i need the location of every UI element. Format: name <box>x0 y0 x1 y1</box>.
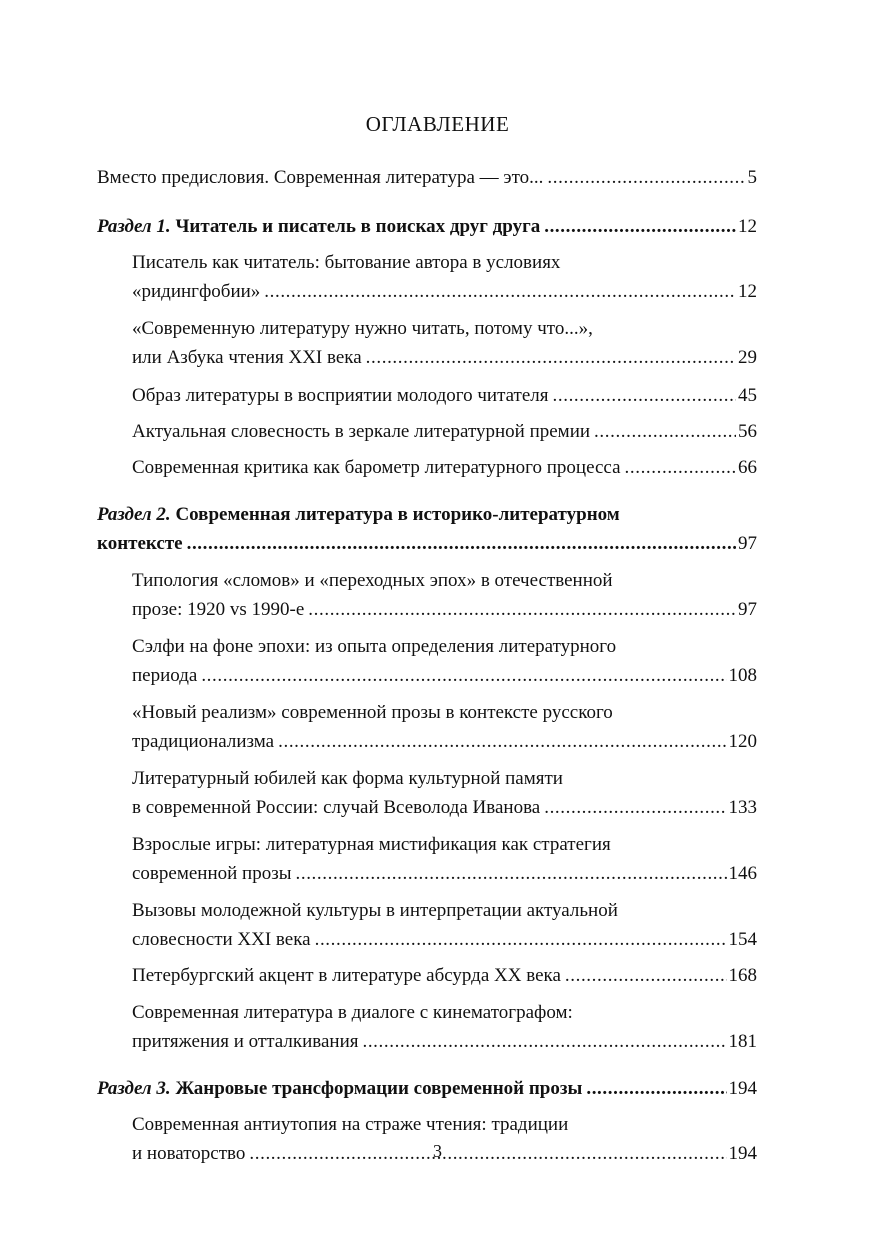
toc-entry-title: словесности XXI века <box>132 929 311 950</box>
toc-page-number: 97 <box>738 533 757 554</box>
toc-page-number: 12 <box>738 281 757 302</box>
toc-entry-line <box>132 830 757 859</box>
toc-entry-title: Петербургский акцент в литературе абсурда XX века <box>132 965 561 986</box>
toc-entry-line <box>132 566 757 595</box>
section-label: Раздел 1. <box>97 216 171 237</box>
toc-entry-text: Современная антиутопия на страже чтения: традиции <box>132 1114 569 1135</box>
toc-entry-text: Типология «сломов» и «переходных эпох» в отечественной <box>132 570 613 591</box>
toc-entry[interactable] <box>97 698 757 756</box>
dot-leader <box>625 453 736 482</box>
section-label: Раздел 2. <box>97 504 171 525</box>
dot-leader <box>553 381 736 410</box>
dot-leader <box>362 1027 726 1056</box>
table-of-contents <box>97 163 757 1168</box>
page-number: 3 <box>433 1141 442 1161</box>
toc-section[interactable] <box>97 1074 757 1103</box>
toc-entry-title: Современная критика как барометр литературного процесса <box>132 457 621 478</box>
toc-page-number: 56 <box>738 421 757 442</box>
dot-leader <box>278 727 726 756</box>
toc-entry[interactable] <box>97 566 757 624</box>
toc-entry[interactable] <box>97 764 757 822</box>
toc-entry-line <box>132 1110 757 1139</box>
toc-entry-text: Литературный юбилей как форма культурной памяти <box>132 768 563 789</box>
toc-page-number: 45 <box>738 385 757 406</box>
toc-entry-title: Читатель и писатель в поисках друг друга <box>175 216 541 237</box>
dot-leader <box>187 529 736 558</box>
toc-entry-title: или Азбука чтения XXI века <box>132 347 362 368</box>
dot-leader <box>366 343 736 372</box>
toc-page-number: 154 <box>728 929 757 950</box>
toc-entry[interactable] <box>97 314 757 372</box>
toc-entry-text: Вызовы молодежной культуры в интерпретации актуальной <box>132 900 618 921</box>
dot-leader <box>544 793 726 822</box>
toc-entry[interactable] <box>97 417 757 446</box>
toc-entry-title: прозе: 1920 vs 1990-е <box>132 599 305 620</box>
toc-entry-line <box>97 500 757 529</box>
toc-page-number: 66 <box>738 457 757 478</box>
toc-entry-text: «Современную литературу нужно читать, потому что...», <box>132 318 593 339</box>
toc-entry-title: Жанровые трансформации современной прозы <box>175 1078 583 1099</box>
toc-entry[interactable] <box>97 896 757 954</box>
dot-leader <box>308 595 736 624</box>
toc-entry[interactable] <box>97 381 757 410</box>
toc-page-number: 12 <box>738 216 757 237</box>
toc-entry-text: Современная литература в историко-литературном <box>175 504 620 525</box>
dot-leader <box>594 417 736 446</box>
toc-entry-text: Писатель как читатель: бытование автора в условиях <box>132 252 561 273</box>
toc-page-number: 5 <box>747 167 757 188</box>
dot-leader <box>201 661 726 690</box>
dot-leader <box>264 277 736 306</box>
dot-leader <box>586 1074 726 1103</box>
toc-page-number: 120 <box>728 731 757 752</box>
toc-entry-text: «Новый реализм» современной прозы в контексте русского <box>132 702 613 723</box>
toc-entry[interactable] <box>97 998 757 1056</box>
toc-entry[interactable] <box>97 632 757 690</box>
toc-page-number: 146 <box>728 863 757 884</box>
toc-entry-title: периода <box>132 665 198 686</box>
toc-entry-title: Актуальная словесность в зеркале литературной премии <box>132 421 591 442</box>
toc-page-number: 194 <box>728 1078 757 1099</box>
toc-entry[interactable] <box>97 830 757 888</box>
toc-entry-line <box>132 314 757 343</box>
section-label: Раздел 3. <box>97 1078 171 1099</box>
toc-page-number: 133 <box>728 797 757 818</box>
toc-entry-line <box>132 896 757 925</box>
toc-entry-title: традиционализма <box>132 731 275 752</box>
toc-entry[interactable] <box>97 961 757 990</box>
toc-entry[interactable] <box>97 248 757 306</box>
toc-entry-title: современной прозы <box>132 863 292 884</box>
toc-page-number: 29 <box>738 347 757 368</box>
toc-section[interactable] <box>97 212 757 241</box>
toc-section[interactable] <box>97 500 757 558</box>
toc-entry-line <box>132 698 757 727</box>
toc-page-number: 194 <box>728 1143 757 1164</box>
toc-entry-title: Вместо предисловия. Современная литература — это... <box>97 167 544 188</box>
toc-entry-text: Взрослые игры: литературная мистификация как стратегия <box>132 834 611 855</box>
toc-entry-title: притяжения и отталкивания <box>132 1031 359 1052</box>
toc-entry-title: в современной России: случай Всеволода Иванова <box>132 797 541 818</box>
toc-entry-line <box>132 764 757 793</box>
toc-page-number: 108 <box>728 665 757 686</box>
toc-page-number: 97 <box>738 599 757 620</box>
page-title: ОГЛАВЛЕНИЕ <box>365 112 510 136</box>
toc-entry-title: «ридингфобии» <box>132 281 261 302</box>
toc-entry-title: контексте <box>97 533 183 554</box>
dot-leader <box>296 859 727 888</box>
toc-entry-line <box>132 998 757 1027</box>
toc-entry-text: Сэлфи на фоне эпохи: из опыта определения литературного <box>132 636 617 657</box>
toc-entry-line <box>132 248 757 277</box>
dot-leader <box>544 212 736 241</box>
toc-entry[interactable] <box>97 163 757 192</box>
toc-entry[interactable] <box>97 453 757 482</box>
toc-page-number: 168 <box>728 965 757 986</box>
dot-leader <box>547 163 745 192</box>
toc-entry-title: и новаторство <box>132 1143 246 1164</box>
toc-entry-title: Образ литературы в восприятии молодого читателя <box>132 385 549 406</box>
dot-leader <box>315 925 727 954</box>
toc-entry-text: Современная литература в диалоге с кинематографом: <box>132 1002 573 1023</box>
toc-entry-line <box>132 632 757 661</box>
dot-leader <box>565 961 727 990</box>
toc-page-number: 181 <box>728 1031 757 1052</box>
